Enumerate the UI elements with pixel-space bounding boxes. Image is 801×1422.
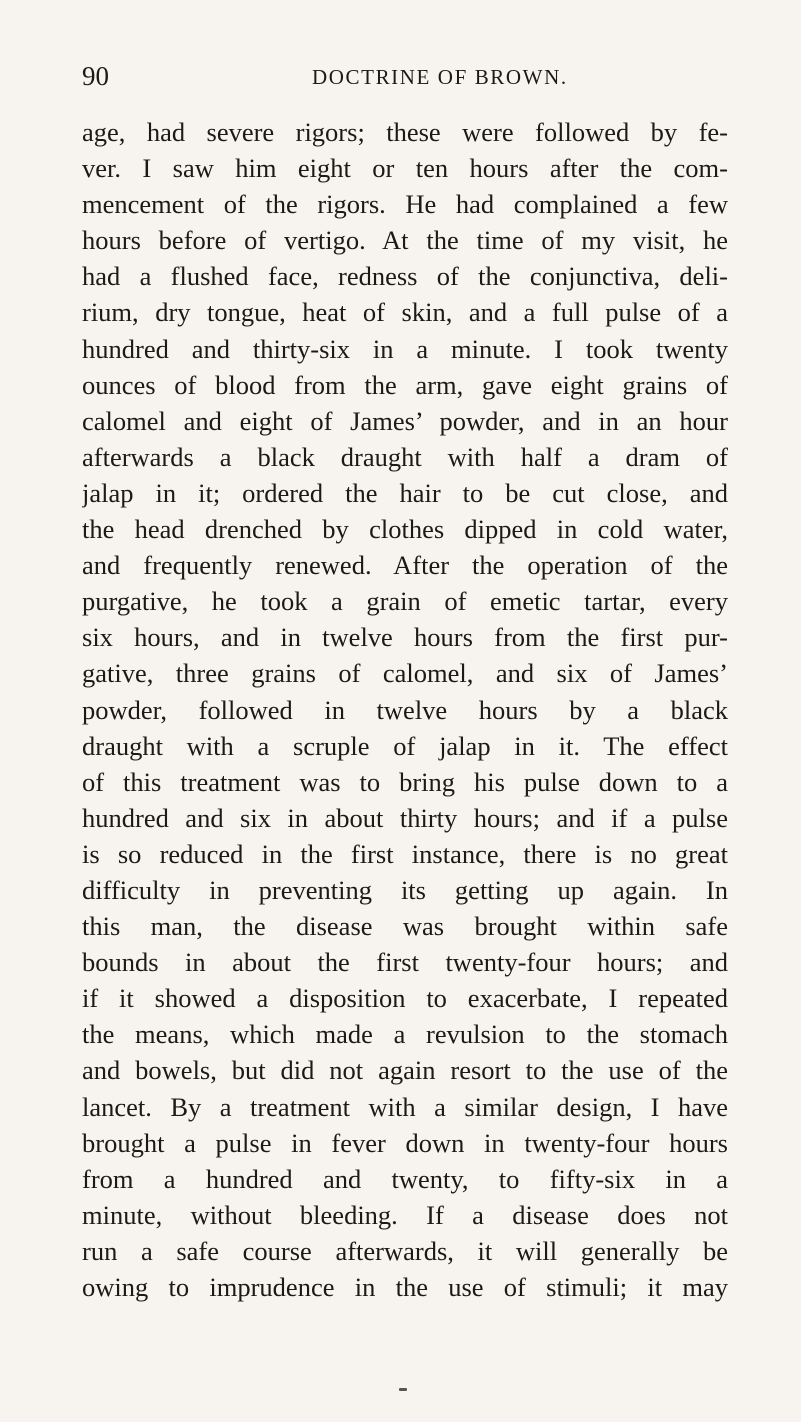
text-line: had a flushed face, redness of the conjunctiva, deli- xyxy=(82,261,728,292)
text-line: calomel and eight of James’ powder, and in an hour xyxy=(82,405,728,436)
text-line: ver. I saw him eight or ten hours after the com- xyxy=(82,153,728,184)
text-line: age, had severe rigors; these were followed by fe- xyxy=(82,117,728,147)
page-header xyxy=(82,60,722,92)
text-line: if it showed a disposition to exacerbate, I repeated xyxy=(82,983,728,1014)
text-line: the head drenched by clothes dipped in cold water, xyxy=(82,514,728,545)
text-line: gative, three grains of calomel, and six of James’ xyxy=(82,658,728,689)
text-line: hundred and six in about thirty hours; and if a pulse xyxy=(82,802,728,833)
text-line: hundred and thirty-six in a minute. I took twenty xyxy=(82,333,728,364)
text-line: owing to imprudence in the use of stimuli; it may xyxy=(82,1272,728,1302)
text-line: and bowels, but did not again resort to the use of the xyxy=(82,1055,728,1086)
text-line: minute, without bleeding. If a disease does not xyxy=(82,1199,728,1230)
text-line: brought a pulse in fever down in twenty-four hours xyxy=(82,1127,728,1158)
text-line: powder, followed in twelve hours by a black xyxy=(82,694,728,725)
text-line: bounds in about the first twenty-four hours; and xyxy=(82,947,728,978)
text-line: ounces of blood from the arm, gave eight grains of xyxy=(82,369,728,400)
running-head: DOCTRINE OF BROWN. xyxy=(312,65,568,89)
text-line: afterwards a black draught with half a dram of xyxy=(82,441,728,472)
text-line: of this treatment was to bring his pulse down to a xyxy=(82,766,728,797)
text-line: lancet. By a treatment with a similar design, I have xyxy=(82,1091,728,1122)
text-line: difficulty in preventing its getting up again. In xyxy=(82,874,728,905)
page-number: 90 xyxy=(82,61,109,91)
text-line: is so reduced in the first instance, there is no great xyxy=(82,838,728,869)
text-line: the means, which made a revulsion to the stomach xyxy=(82,1019,728,1050)
text-line: draught with a scruple of jalap in it. The effect xyxy=(82,730,728,761)
text-line: jalap in it; ordered the hair to be cut close, and xyxy=(82,477,728,508)
text-line: run a safe course afterwards, it will generally be xyxy=(82,1235,728,1266)
print-speck xyxy=(399,1388,407,1391)
text-line: mencement of the rigors. He had complained a few xyxy=(82,189,728,220)
text-line: rium, dry tongue, heat of skin, and a full pulse of a xyxy=(82,297,728,328)
text-line: from a hundred and twenty, to fifty-six in a xyxy=(82,1163,728,1194)
body-text xyxy=(82,114,728,1305)
text-line: six hours, and in twelve hours from the first pur- xyxy=(82,622,728,653)
text-line: purgative, he took a grain of emetic tartar, every xyxy=(82,586,728,617)
text-line: hours before of vertigo. At the time of my visit, he xyxy=(82,225,728,256)
text-line: this man, the disease was brought within safe xyxy=(82,911,728,942)
text-line: and frequently renewed. After the operation of the xyxy=(82,550,728,581)
